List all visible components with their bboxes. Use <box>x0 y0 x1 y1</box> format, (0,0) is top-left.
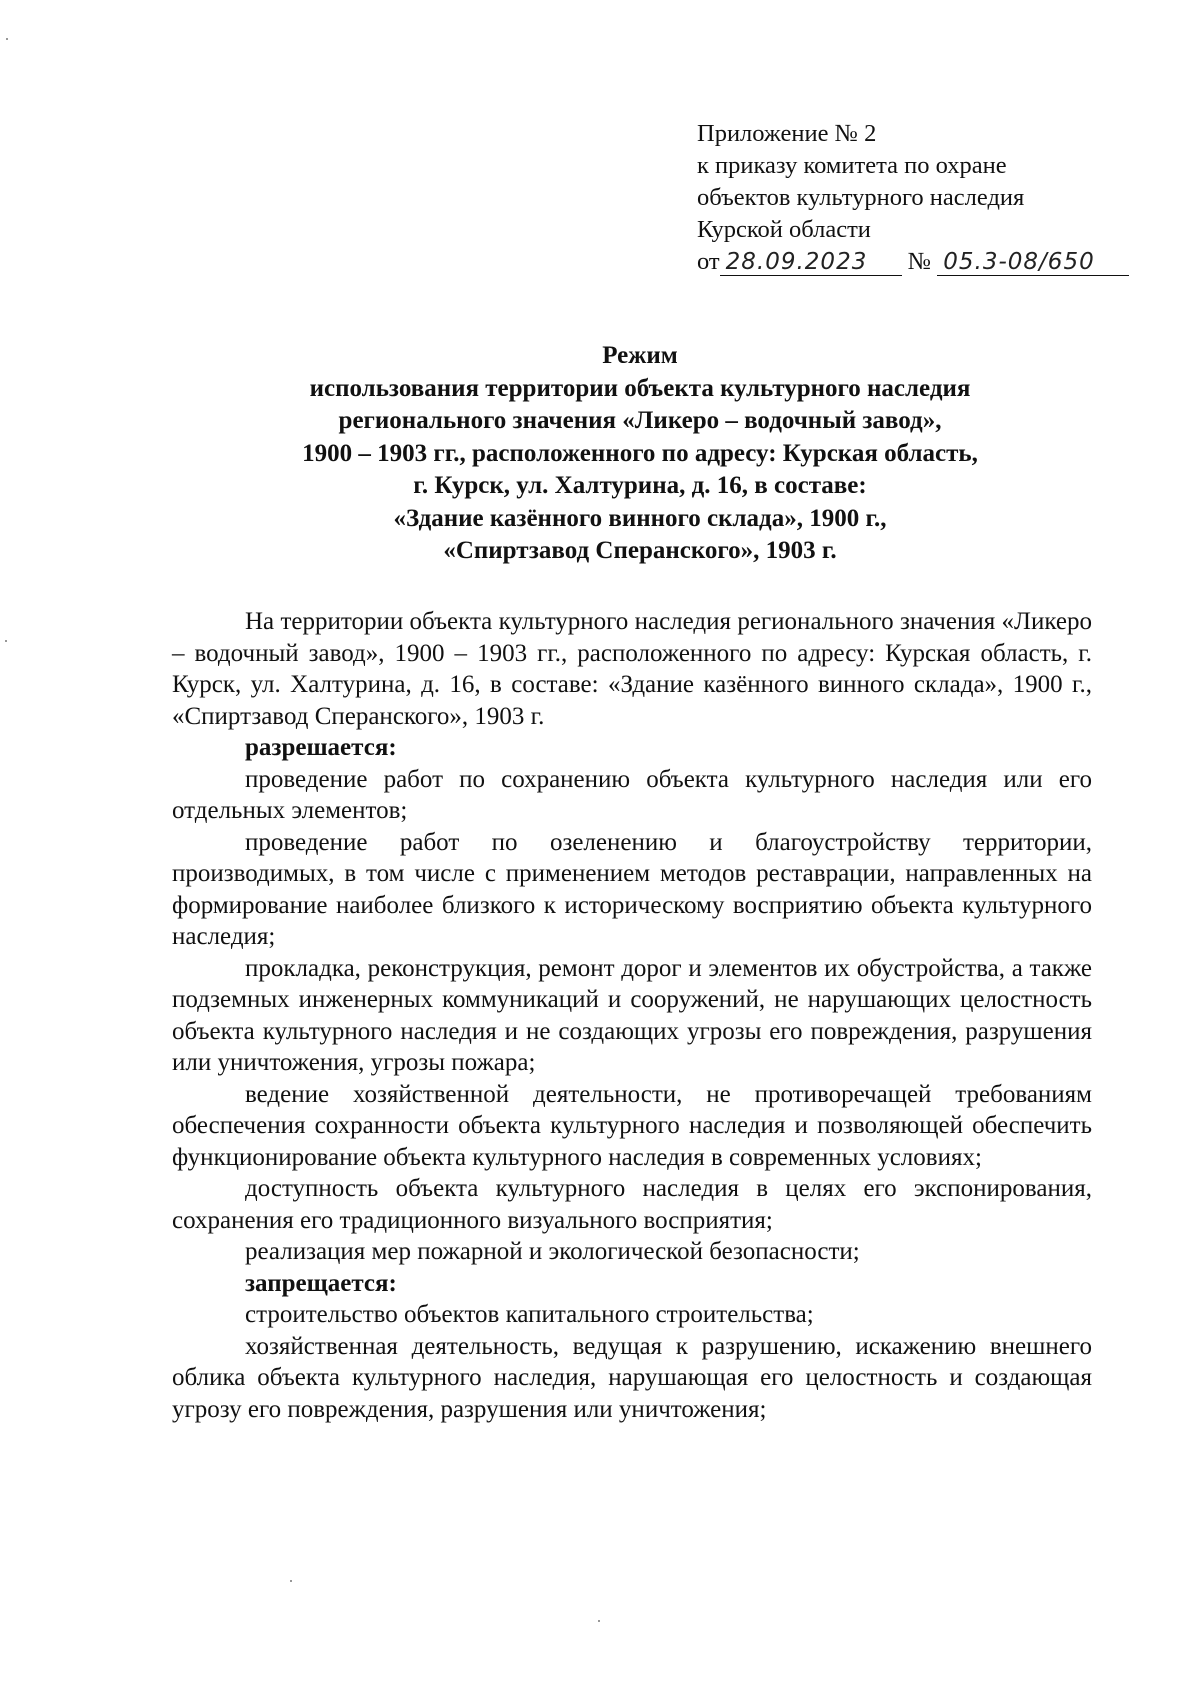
title-line: «Спиртзавод Сперанского», 1903 г. <box>443 537 837 564</box>
allowed-item: ведение хозяйственной деятельности, не противоречащей требованиям обеспечения сохранности объекта культурного наследия и позволяющей обеспечить функционирование объекта культурного наследия в современных условиях; <box>172 1080 1092 1171</box>
order-line <box>697 246 1157 278</box>
title-line: 1900 – 1903 гг., расположенного по адресу: Курская область, <box>302 439 978 467</box>
allowed-heading: разрешается: <box>245 734 397 761</box>
appendix-committee: объектов культурного наследия <box>697 184 1025 211</box>
allowed-item: проведение работ по озеленению и благоустройству территории, производимых, в том числе с применением методов реставрации, направленных на формирование наиболее близкого к историческому восприятию объекта культурного наследия; <box>172 828 1092 950</box>
forbidden-item: строительство объектов капитального строительства; <box>245 1301 814 1328</box>
allowed-item: доступность объекта культурного наследия в целях его экспонирования, сохранения его традиционного визуального восприятия; <box>172 1175 1092 1234</box>
appendix-order-ref: к приказу комитета по охране <box>697 152 1007 179</box>
approval-stamp-block <box>697 118 1157 278</box>
scan-speck <box>598 1620 600 1622</box>
title-line: использования территории объекта культурного наследия <box>309 374 971 402</box>
intro-paragraph: На территории объекта культурного наследия регионального значения «Ликеро – водочный завод», 1900 – 1903 гг., расположенного по адресу: Курская область, г. Курск, ул. Халтурина, д. 16, в составе: «Здание казённого винного склада», 1900 г., «Спиртзавод Сперанского», 1903 г. <box>172 608 1092 730</box>
document-body <box>172 606 1092 1425</box>
appendix-number: Приложение № 2 <box>697 120 877 147</box>
title-line: г. Курск, ул. Халтурина, д. 16, в составе: <box>413 472 867 499</box>
title-line: регионального значения «Ликеро – водочный завод», <box>338 407 942 434</box>
document-title <box>200 340 1080 568</box>
appendix-region: Курской области <box>697 216 871 243</box>
scan-speck <box>5 640 7 642</box>
allowed-item: проведение работ по сохранению объекта культурного наследия или его отдельных элементов; <box>172 765 1092 824</box>
scan-speck <box>6 38 8 40</box>
forbidden-heading: запрещается: <box>245 1269 397 1297</box>
order-number-handwritten: 05.3-08/650 <box>937 249 1129 276</box>
order-date-prefix: от <box>697 248 720 275</box>
scan-speck <box>290 1580 292 1582</box>
title-line: «Здание казённого винного склада», 1900 г., <box>393 504 887 532</box>
order-date-handwritten: 28.09.2023 <box>720 249 902 276</box>
forbidden-item: хозяйственная деятельность, ведущая к разрушению, искажению внешнего облика объекта культурного наследия, нарушающая его целостность и создающая угрозу его повреждения, разрушения или уничтожения; <box>172 1332 1092 1423</box>
allowed-item: реализация мер пожарной и экологической безопасности; <box>245 1238 860 1265</box>
allowed-item: прокладка, реконструкция, ремонт дорог и элементов их обустройства, а также подземных инженерных коммуникаций и сооружений, не нарушающих целостность объекта культурного наследия и не создающих угрозы его повреждения, разрушения или уничтожения, угрозы пожара; <box>172 954 1092 1076</box>
order-number-label: № <box>907 248 932 275</box>
title-line: Режим <box>602 342 678 369</box>
